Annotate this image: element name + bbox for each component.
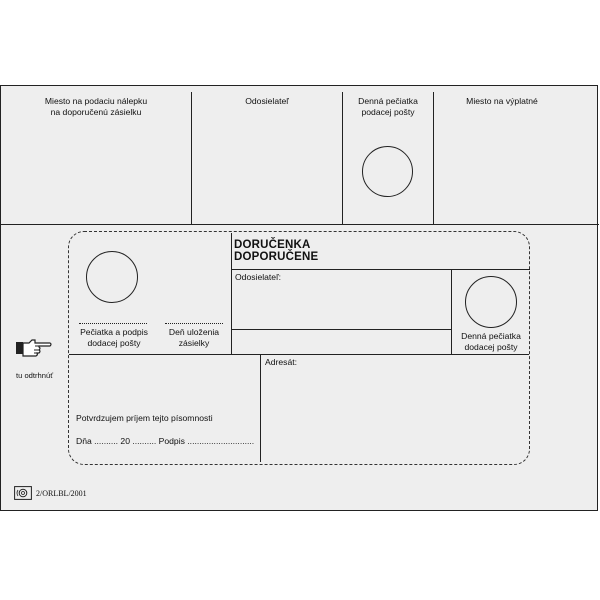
submission-stamp-circle <box>362 146 413 197</box>
receipt-title-underline <box>231 269 530 270</box>
top-section-divider <box>1 224 599 225</box>
tear-here-label: tu odtrhnúť <box>16 371 54 380</box>
receipt-title <box>234 239 434 263</box>
addressee-label: Adresát: <box>265 357 298 367</box>
form-code-label: 2/ORLBL/2001 <box>36 489 87 498</box>
receipt-bottom-divider <box>260 354 261 462</box>
top-col-divider-1 <box>191 92 192 224</box>
storage-day-label: Deň uloženia zásielky <box>168 327 220 348</box>
stamp-sign-dotline <box>79 323 147 324</box>
postage-label-place-label: Miesto na podaciu nálepku na doporučenú zásielku <box>44 96 148 117</box>
postage-place-label: Miesto na výplatné <box>466 96 538 106</box>
daily-delivery-stamp-circle <box>465 276 517 328</box>
receipt-main-divider <box>69 354 529 355</box>
post-horn-logo-icon <box>14 486 32 500</box>
stamp-and-signature-label: Pečiatka a podpis dodacej pošty <box>80 327 148 348</box>
receipt-confirmation-label: Potvrdzujem príjem tejto písomnosti <box>76 413 213 423</box>
receipt-left-divider <box>231 233 232 354</box>
top-sender-label: Odosielateľ <box>245 96 289 106</box>
top-col-divider-3 <box>433 92 434 224</box>
storage-day-dotline <box>165 323 223 324</box>
date-signature-line: Dňa .......... 20 .......... Podpis ............................ <box>76 436 255 446</box>
top-col-divider-2 <box>342 92 343 224</box>
delivery-stamp-circle <box>86 251 138 303</box>
registered-mail-form <box>0 85 598 511</box>
submission-stamp-label: Denná pečiatka podacej pošty <box>358 96 418 117</box>
daily-delivery-stamp-label: Denná pečiatka dodacej pošty <box>461 331 521 352</box>
receipt-title-line-1: DORUČENKA <box>234 239 311 251</box>
receipt-sender-mid-line <box>231 329 451 330</box>
receipt-sender-label: Odosielateľ: <box>235 272 281 282</box>
receipt-title-line-2: DOPORUČENE <box>234 251 319 263</box>
pointing-hand-icon <box>15 338 53 358</box>
